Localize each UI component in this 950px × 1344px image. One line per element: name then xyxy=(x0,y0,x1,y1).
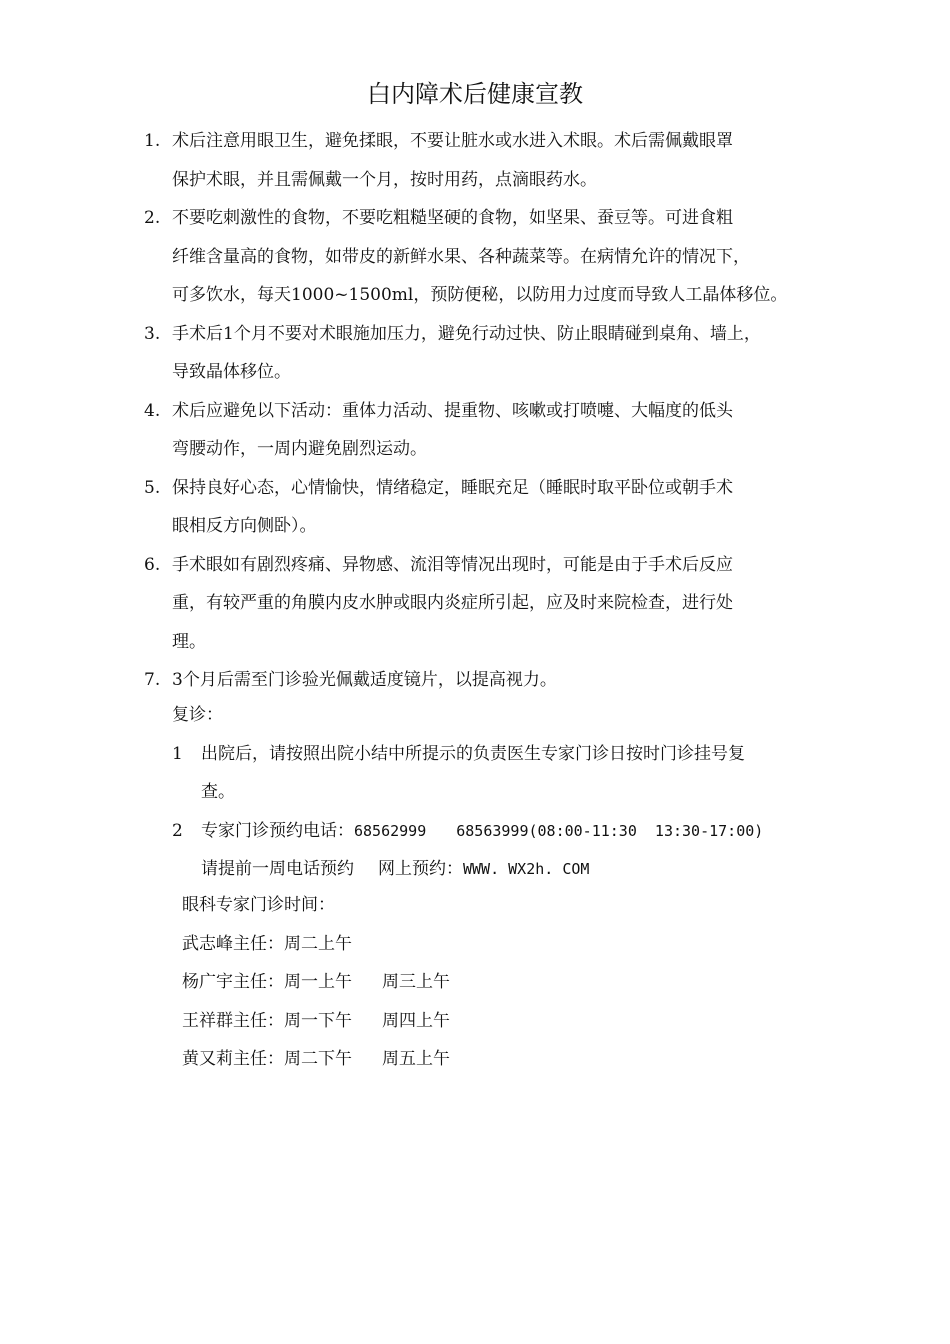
item-number: 6. xyxy=(144,554,161,575)
item-number: 5. xyxy=(144,477,161,498)
item-text-line: 不要吃刺激性的食物，不要吃粗糙坚硬的食物，如坚果、蚕豆等。可进食粗 xyxy=(172,208,733,228)
item-text-line: 可多饮水，每天1000~1500ml，预防便秘，以防用力过度而导致人工晶体移位。 xyxy=(172,285,788,305)
phone-number-2: 68563999(08:00-11:30 13:30-17:00) xyxy=(456,821,764,840)
list-item xyxy=(144,546,816,662)
item-text-line: 手术眼如有剧烈疼痛、异物感、流泪等情况出现时，可能是由于手术后反应 xyxy=(172,554,733,575)
followup-text-line: 出院后，请按照出院小结中所提示的负责医生专家门诊日按时门诊挂号复 xyxy=(201,743,745,764)
item-text-line: 保持良好心态，心情愉快，情绪稳定，睡眠充足（睡眠时取平卧位或朝手术 xyxy=(172,477,733,498)
instruction-list xyxy=(144,122,816,700)
document-title: 白内障术后健康宣教 xyxy=(367,80,583,108)
item-text-line: 理。 xyxy=(172,631,206,652)
doctor-name: 武志峰主任： xyxy=(182,933,284,954)
clinic-time: 周一下午 xyxy=(284,1010,352,1031)
list-item xyxy=(144,199,816,315)
item-number: 2. xyxy=(144,208,161,228)
item-text-line: 重，有较严重的角膜内皮水肿或眼内炎症所引起，应及时来院检查，进行处 xyxy=(172,593,733,613)
clinic-schedule xyxy=(182,886,450,1079)
appointment-phone-line xyxy=(201,812,822,851)
list-item xyxy=(144,392,816,469)
item-text-line: 保护术眼，并且需佩戴一个月，按时用药，点滴眼药水。 xyxy=(172,169,597,190)
phone-number-1: 68562999 xyxy=(354,821,427,840)
followup-number: 2 xyxy=(172,820,183,841)
doctor-row xyxy=(182,1002,450,1041)
item-number: 4. xyxy=(144,400,161,421)
item-text-line: 导致晶体移位。 xyxy=(172,362,291,382)
item-text-line: 3个月后需至门诊验光佩戴适度镜片，以提高视力。 xyxy=(172,670,557,690)
clinic-time: 周四上午 xyxy=(382,1010,450,1031)
clinic-time: 周一上午 xyxy=(284,972,352,992)
followup-section xyxy=(172,696,822,889)
item-text-line: 眼相反方向侧卧）。 xyxy=(172,516,317,536)
item-text-line: 纤维含量高的食物，如带皮的新鲜水果、各种蔬菜等。在病情允许的情况下， xyxy=(172,246,750,267)
clinic-time: 周五上午 xyxy=(382,1049,450,1069)
clinic-time: 周二上午 xyxy=(284,933,352,954)
doctor-name: 杨广宇主任： xyxy=(182,972,284,992)
phone-label: 专家门诊预约电话： xyxy=(201,820,354,841)
item-text-line: 弯腰动作，一周内避免剧烈运动。 xyxy=(172,439,427,459)
doctor-name: 黄又莉主任： xyxy=(182,1049,284,1069)
appointment-web-line xyxy=(201,850,822,889)
list-item xyxy=(144,315,816,392)
item-text-line: 手术后1个月不要对术眼施加压力，避免行动过快、防止眼睛碰到桌角、墙上， xyxy=(172,323,761,344)
item-number: 3. xyxy=(144,323,161,344)
list-item xyxy=(144,661,816,700)
list-item xyxy=(144,122,816,199)
followup-item xyxy=(172,735,822,812)
list-item xyxy=(144,469,816,546)
item-text-line: 术后应避免以下活动：重体力活动、提重物、咳嗽或打喷嚏、大幅度的低头 xyxy=(172,400,733,421)
doctor-name: 王祥群主任： xyxy=(182,1010,284,1031)
advance-booking-note: 请提前一周电话预约 xyxy=(201,859,354,879)
doctor-row xyxy=(182,925,450,964)
web-label: 网上预约： xyxy=(378,859,463,879)
website: WWW. WX2h. COM xyxy=(463,860,590,878)
doctor-row xyxy=(182,1040,450,1079)
clinic-time: 周三上午 xyxy=(382,972,450,992)
item-number: 1. xyxy=(144,131,161,151)
item-text-line: 术后注意用眼卫生，避免揉眼，不要让脏水或水进入术眼。术后需佩戴眼罩 xyxy=(172,131,733,151)
doctor-row xyxy=(182,963,450,1002)
followup-heading: 复诊： xyxy=(172,705,223,725)
schedule-heading: 眼科专家门诊时间： xyxy=(182,895,335,915)
followup-number: 1 xyxy=(172,743,183,764)
clinic-time: 周二下午 xyxy=(284,1049,352,1069)
item-number: 7. xyxy=(144,670,161,690)
followup-item xyxy=(172,812,822,889)
followup-text-line: 查。 xyxy=(201,782,235,802)
